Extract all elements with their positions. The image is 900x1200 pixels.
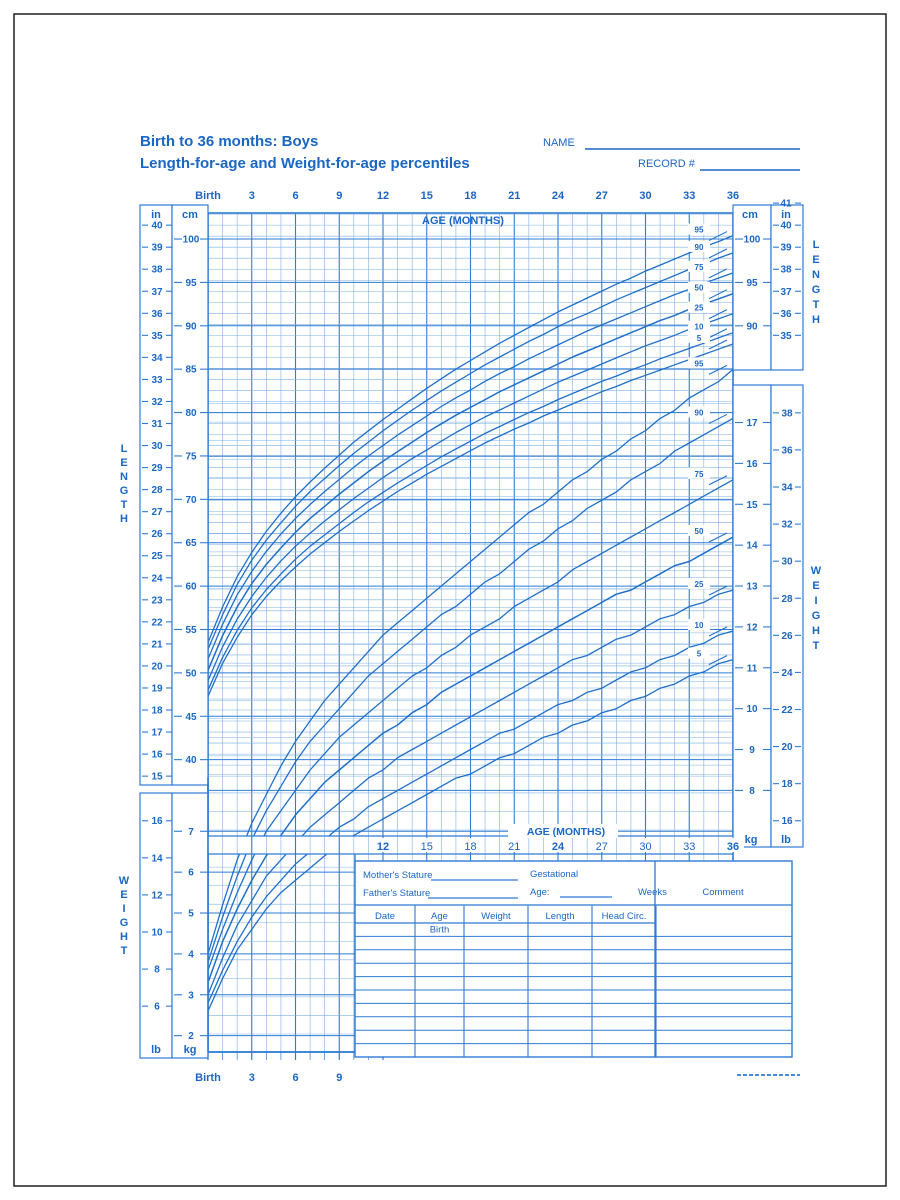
weight-lb-tick-right: 36 [781, 445, 793, 457]
age-axis-title-mid: AGE (MONTHS) [526, 826, 606, 838]
age-tick-top-30: 30 [639, 190, 652, 202]
length-in-tick: 18 [151, 705, 163, 717]
weight-axis-label-left: W [118, 875, 130, 887]
age-tick-top-6: 6 [292, 190, 299, 202]
percentile-label-5: 5 [696, 334, 702, 344]
percentile-label-90: 90 [694, 408, 704, 418]
weight-lb-tick-left: 8 [154, 964, 160, 976]
record-label: RECORD # [638, 158, 695, 170]
table-header-3: Length [545, 911, 575, 922]
weight-lb-tick-right: 26 [781, 630, 793, 642]
unit-lb-right: lb [781, 834, 791, 846]
length-in-tick: 15 [151, 771, 163, 783]
length-axis-label-left: G [119, 485, 129, 497]
weight-axis-label-right: G [811, 610, 821, 622]
age-tick-mid-33: 33 [683, 841, 696, 853]
table-header-4: Head Circ. [601, 911, 647, 922]
percentile-label-50: 50 [694, 283, 704, 293]
length-axis-label-left: H [120, 513, 128, 525]
length-in-tick-right: 40 [780, 220, 792, 232]
length-in-tick-right: 36 [780, 308, 792, 320]
percentile-label-75: 75 [694, 262, 704, 272]
length-cm-tick: 50 [185, 668, 197, 680]
age-tick-top-33: 33 [683, 190, 696, 202]
length-in-tick: 21 [151, 639, 163, 651]
weight-lb-tick-right: 16 [781, 816, 793, 828]
age-tick-top-18: 18 [464, 190, 477, 202]
age-axis-title-top: AGE (MONTHS) [422, 215, 504, 227]
percentile-label-75: 75 [694, 469, 704, 479]
weight-lb-axis-left [140, 793, 172, 1058]
comment-label: Comment [702, 887, 744, 898]
weight-axis-label-right: E [812, 580, 820, 592]
unit-cm-right: cm [742, 209, 758, 221]
length-in-tick-right: 35 [780, 330, 792, 342]
weight-kg-tick-right: 16 [746, 458, 758, 470]
weight-axis-label-left: H [120, 931, 128, 943]
weight-lb-tick-right: 22 [781, 705, 793, 717]
percentile-label-50: 50 [694, 526, 704, 536]
age-tick-top-3: 3 [248, 190, 255, 202]
mothers-stature-label: Mother's Stature [363, 870, 433, 881]
length-cm-tick: 75 [185, 451, 197, 463]
percentile-label-25: 25 [694, 580, 704, 590]
age-tick-mid-15: 15 [420, 841, 433, 853]
weight-lb-tick-right: 28 [781, 593, 793, 605]
age-tick-top-21: 21 [508, 190, 521, 202]
weight-lb-tick-right: 32 [781, 519, 793, 531]
age-tick-top-12: 12 [376, 190, 390, 202]
length-in-tick: 19 [151, 683, 163, 695]
length-in-tick-right: 37 [780, 286, 792, 298]
age-tick-top-36: 36 [726, 190, 740, 202]
length-axis-label-right: E [812, 254, 820, 266]
length-axis-label-right: N [812, 269, 820, 281]
length-cm-tick: 95 [185, 277, 197, 289]
length-in-tick: 34 [151, 352, 163, 364]
length-cm-tick: 70 [185, 494, 197, 506]
length-cm-tick: 65 [185, 538, 197, 550]
length-axis-label-left: N [120, 471, 128, 483]
age-tick-top-9: 9 [336, 190, 343, 202]
unit-kg-left: kg [183, 1044, 197, 1056]
weight-axis-label-right: T [812, 640, 820, 652]
weight-axis-label-left: T [120, 945, 128, 957]
weight-axis-label-left: E [120, 889, 128, 901]
age-tick-top-15: 15 [420, 190, 433, 202]
weight-kg-tick-right: 17 [746, 418, 758, 430]
age-tick-top-24: 24 [551, 190, 565, 202]
unit-in-right: in [781, 209, 791, 221]
length-axis-label-right: G [811, 284, 821, 296]
weight-kg-tick-left: 6 [188, 867, 194, 879]
length-in-tick: 27 [151, 507, 163, 519]
unit-in-left: in [151, 209, 161, 221]
weight-kg-tick-right: 15 [746, 499, 758, 511]
weight-axis-label-right: I [814, 595, 818, 607]
weight-lb-tick-left: 6 [154, 1001, 160, 1013]
weight-kg-tick-right: 9 [749, 745, 755, 757]
age-tick-mid-24: 24 [551, 841, 565, 853]
curve-leader [709, 365, 727, 374]
weight-kg-tick-right: 14 [746, 540, 758, 552]
length-in-tick: 22 [151, 617, 163, 629]
length-in-tick: 20 [151, 661, 163, 673]
weight-lb-tick-left: 10 [151, 927, 163, 939]
percentile-label-10: 10 [694, 620, 704, 630]
percentile-label-5: 5 [696, 649, 702, 659]
length-cm-tick: 45 [185, 711, 197, 723]
unit-kg-right: kg [744, 834, 758, 846]
length-in-tick: 29 [151, 463, 163, 475]
weight-lb-tick-right: 20 [781, 742, 793, 754]
length-cm-tick: 85 [185, 364, 197, 376]
length-in-tick-right: 38 [780, 264, 792, 276]
age-tick-bottom-Birth: Birth [195, 1072, 221, 1084]
age-tick-mid-36: 36 [726, 841, 740, 853]
weight-lb-tick-right: 34 [781, 482, 793, 494]
length-in-tick: 31 [151, 419, 163, 431]
length-in-tick: 25 [151, 551, 163, 563]
weight-kg-tick-left: 3 [188, 990, 194, 1002]
weight-lb-tick-left: 14 [151, 853, 163, 865]
percentile-label-25: 25 [694, 303, 704, 313]
percentile-label-10: 10 [694, 322, 704, 332]
percentile-label-95: 95 [694, 359, 704, 369]
percentile-label-95: 95 [694, 225, 704, 235]
fathers-stature-label: Father's Stature [363, 888, 431, 899]
weight-axis-label-left: I [122, 903, 126, 915]
weight-kg-tick-right: 12 [746, 622, 758, 634]
length-in-tick: 16 [151, 749, 163, 761]
length-in-tick: 33 [151, 374, 163, 386]
length-axis-label-left: T [120, 499, 128, 511]
length-in-tick: 17 [151, 727, 163, 739]
age-tick-mid-12: 12 [376, 841, 390, 853]
page-title-line2: Length-for-age and Weight-for-age percentiles [140, 155, 470, 172]
weight-kg-tick-left: 7 [188, 826, 194, 838]
weight-lb-tick-left: 16 [151, 816, 163, 828]
length-axis-label-right: H [812, 314, 820, 326]
weight-kg-axis-right [733, 385, 771, 847]
table-header-2: Weight [481, 911, 511, 922]
weight-axis-label-right: H [812, 625, 820, 637]
age-tick-bottom-6: 6 [292, 1072, 299, 1084]
age-tick-mid-30: 30 [639, 841, 652, 853]
weight-lb-tick-right: 18 [781, 779, 793, 791]
weight-axis-label-right: W [810, 565, 822, 577]
page-title-line1: Birth to 36 months: Boys [140, 133, 319, 150]
length-axis-label-right: L [812, 239, 820, 251]
name-label: NAME [543, 137, 575, 149]
weight-lb-tick-right: 38 [781, 408, 793, 420]
age-tick-top-27: 27 [595, 190, 608, 202]
length-cm-tick: 80 [185, 408, 197, 420]
age-tick-bottom-3: 3 [248, 1072, 255, 1084]
age-tick-bottom-9: 9 [336, 1072, 343, 1084]
percentile-label-90: 90 [694, 242, 704, 252]
length-in-tick: 28 [151, 485, 163, 497]
length-axis-label-left: E [120, 457, 128, 469]
length-cm-tick: 40 [185, 755, 197, 767]
length-in-tick: 37 [151, 286, 163, 298]
length-cm-tick-right: 90 [746, 321, 758, 333]
weight-kg-tick-right: 13 [746, 581, 758, 593]
weight-lb-tick-left: 12 [151, 890, 163, 902]
curve-leader [709, 476, 727, 485]
length-in-tick-right: 39 [780, 242, 792, 254]
length-cm-tick: 90 [185, 321, 197, 333]
length-cm-tick: 100 [182, 234, 200, 246]
table-header-0: Date [374, 911, 396, 922]
weight-kg-tick-right: 11 [746, 663, 758, 675]
weight-lb-tick-right: 24 [781, 667, 793, 679]
length-in-tick-right: 41 [780, 198, 792, 210]
weight-kg-tick-left: 5 [188, 908, 194, 920]
length-in-tick: 24 [151, 573, 163, 585]
length-endpoint-labels [688, 224, 727, 349]
gestational-label: Gestational [530, 869, 579, 880]
chart-grid-length [208, 213, 733, 777]
table-header-1: Age [431, 911, 448, 922]
curve-leader [709, 533, 727, 542]
weight-lb-tick-right: 30 [781, 556, 793, 568]
length-in-tick: 30 [151, 441, 163, 453]
length-in-tick: 39 [151, 242, 163, 254]
length-in-tick: 36 [151, 308, 163, 320]
length-in-tick: 26 [151, 529, 163, 541]
unit-lb-left: lb [151, 1044, 161, 1056]
data-entry-form [355, 861, 792, 1057]
unit-cm-left: cm [182, 209, 198, 221]
weight-kg-tick-left: 2 [188, 1031, 194, 1043]
length-axis-label-right: T [812, 299, 820, 311]
length-in-tick: 35 [151, 330, 163, 342]
weight-kg-tick-right: 10 [746, 704, 758, 716]
first-row-age-value: Birth [429, 924, 450, 936]
length-axis-label-left: L [120, 443, 128, 455]
weeks-label: Weeks [638, 887, 667, 898]
weight-kg-tick-right: 8 [749, 785, 755, 797]
age-tick-mid-21: 21 [508, 841, 521, 853]
chart-grid-weight-upper [208, 404, 733, 775]
length-cm-tick-right: 100 [743, 234, 761, 246]
length-in-tick: 32 [151, 396, 163, 408]
length-in-tick: 40 [151, 220, 163, 232]
age-tick-mid-27: 27 [595, 841, 608, 853]
length-cm-tick: 55 [185, 624, 197, 636]
length-in-tick: 38 [151, 264, 163, 276]
weight-kg-tick-left: 4 [188, 949, 194, 961]
gestational-age-label: Age: [530, 887, 550, 898]
age-tick-top-Birth: Birth [195, 190, 221, 202]
age-tick-mid-18: 18 [464, 841, 477, 853]
length-cm-tick: 60 [185, 581, 197, 593]
length-in-tick: 23 [151, 595, 163, 607]
weight-axis-label-left: G [119, 917, 129, 929]
length-cm-tick-right: 95 [746, 277, 758, 289]
